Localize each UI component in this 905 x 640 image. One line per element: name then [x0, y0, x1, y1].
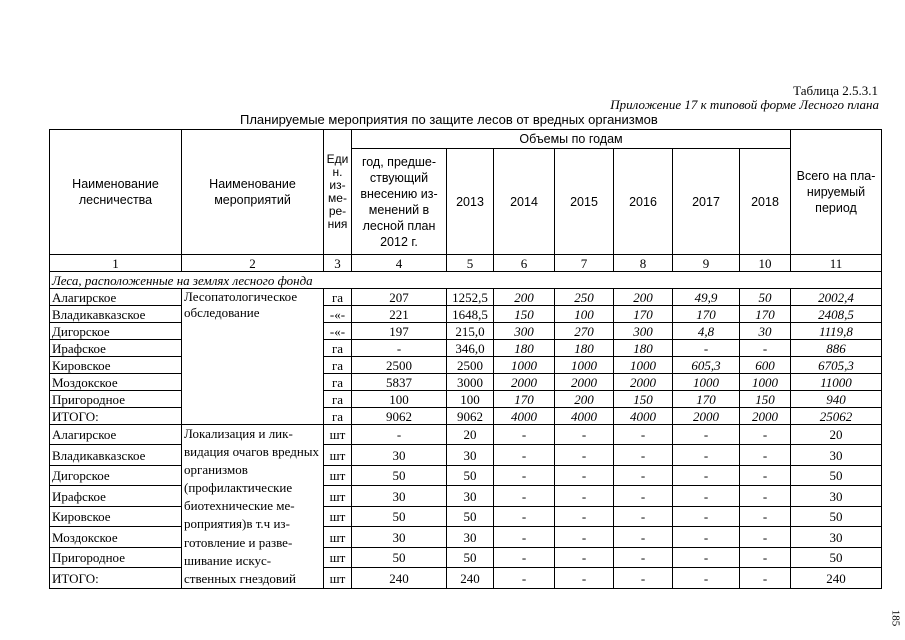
table-row — [50, 547, 882, 567]
value-2017: 49,9 — [673, 289, 740, 306]
value-2014: - — [494, 465, 555, 485]
value-2017: 2000 — [673, 408, 740, 425]
activity-name: Локализация и лик- видация очагов вредных организмов (профилактические биотехнические ме- роприятия)в т.ч из- готовление и разве- шивание искус- ственных гнездовий — [182, 425, 324, 589]
value-2014: - — [494, 547, 555, 567]
value-2015: 4000 — [555, 408, 614, 425]
prior-year-cell: 9062 — [352, 408, 447, 425]
value-2014: - — [494, 568, 555, 589]
value-2018: 30 — [740, 323, 791, 340]
table-row — [50, 323, 882, 340]
table-row — [50, 306, 882, 323]
unit-cell: шт — [324, 568, 352, 589]
value-2016: 2000 — [614, 374, 673, 391]
col-total: Всего на пла- нируемый период — [791, 130, 882, 255]
prior-year-cell: 240 — [352, 568, 447, 589]
col-2013: 2013 — [447, 149, 494, 255]
table-row — [50, 486, 882, 506]
value-2016: 180 — [614, 340, 673, 357]
value-2014: - — [494, 445, 555, 465]
value-2017: - — [673, 486, 740, 506]
value-2017: 1000 — [673, 374, 740, 391]
value-2013: 30 — [447, 445, 494, 465]
total-cell: 50 — [791, 547, 882, 567]
unit-cell: -«- — [324, 323, 352, 340]
value-2013: 240 — [447, 568, 494, 589]
activity-name: Лесопатологическое обследование — [182, 289, 324, 425]
table-number: Таблица 2.5.3.1 — [793, 83, 878, 98]
prior-year-cell: 207 — [352, 289, 447, 306]
value-2013: 50 — [447, 547, 494, 567]
value-2017: - — [673, 445, 740, 465]
value-2016: 300 — [614, 323, 673, 340]
value-2014: - — [494, 486, 555, 506]
prior-year-cell: - — [352, 425, 447, 445]
total-cell: 20 — [791, 425, 882, 445]
table-row — [50, 445, 882, 465]
value-2014: 180 — [494, 340, 555, 357]
value-2018: - — [740, 445, 791, 465]
prior-year-cell: 100 — [352, 391, 447, 408]
table-row — [50, 357, 882, 374]
unit-cell: шт — [324, 547, 352, 567]
value-2018: - — [740, 547, 791, 567]
value-2014: - — [494, 506, 555, 526]
value-2015: - — [555, 506, 614, 526]
total-cell: 240 — [791, 568, 882, 589]
value-2013: 346,0 — [447, 340, 494, 357]
value-2015: 2000 — [555, 374, 614, 391]
col-prior-year: год, предше- ствующий внесению из- менений в лесной план 2012 г. — [352, 149, 447, 255]
total-cell: 886 — [791, 340, 882, 357]
col-activity: Наименование мероприятий — [182, 130, 324, 255]
total-cell: 1119,8 — [791, 323, 882, 340]
value-2017: 4,8 — [673, 323, 740, 340]
value-2013: 30 — [447, 527, 494, 547]
value-2016: 200 — [614, 289, 673, 306]
total-cell: 30 — [791, 486, 882, 506]
value-2017: - — [673, 527, 740, 547]
value-2018: - — [740, 425, 791, 445]
column-number: 6 — [494, 255, 555, 272]
value-2013: 1648,5 — [447, 306, 494, 323]
value-2018: - — [740, 465, 791, 485]
value-2018: 2000 — [740, 408, 791, 425]
value-2018: 1000 — [740, 374, 791, 391]
total-cell: 11000 — [791, 374, 882, 391]
table-row — [50, 465, 882, 485]
value-2016: - — [614, 445, 673, 465]
value-2013: 50 — [447, 465, 494, 485]
column-number: 5 — [447, 255, 494, 272]
unit-cell: шт — [324, 465, 352, 485]
value-2016: - — [614, 425, 673, 445]
unit-cell: га — [324, 340, 352, 357]
value-2017: - — [673, 465, 740, 485]
value-2015: - — [555, 425, 614, 445]
prior-year-cell: 30 — [352, 445, 447, 465]
value-2016: - — [614, 506, 673, 526]
forestry-name: Ирафское — [50, 486, 182, 506]
value-2013: 1252,5 — [447, 289, 494, 306]
table-row — [50, 425, 882, 445]
table-row — [50, 374, 882, 391]
column-number: 3 — [324, 255, 352, 272]
group-inspection — [50, 289, 882, 425]
forestry-name: Алагирское — [50, 289, 182, 306]
value-2014: - — [494, 425, 555, 445]
value-2017: - — [673, 547, 740, 567]
value-2016: - — [614, 527, 673, 547]
value-2013: 50 — [447, 506, 494, 526]
total-cell: 6705,3 — [791, 357, 882, 374]
col-forestry: Наименование лесничества — [50, 130, 182, 255]
table-row — [50, 527, 882, 547]
col-unit: Еди н. из- ме- ре- ния — [324, 130, 352, 255]
table-row — [50, 289, 882, 306]
table-row — [50, 340, 882, 357]
col-volumes-by-year: Объемы по годам — [352, 130, 791, 149]
forestry-name: Пригородное — [50, 547, 182, 567]
value-2018: - — [740, 527, 791, 547]
value-2018: 50 — [740, 289, 791, 306]
prior-year-cell: 5837 — [352, 374, 447, 391]
value-2017: - — [673, 506, 740, 526]
value-2015: 270 — [555, 323, 614, 340]
value-2014: - — [494, 527, 555, 547]
section-title: Леса, расположенные на землях лесного фонда — [50, 272, 882, 289]
value-2013: 30 — [447, 486, 494, 506]
column-number-row — [50, 255, 882, 272]
unit-cell: шт — [324, 506, 352, 526]
column-number: 1 — [50, 255, 182, 272]
value-2015: - — [555, 465, 614, 485]
column-number: 9 — [673, 255, 740, 272]
value-2015: 100 — [555, 306, 614, 323]
prior-year-cell: - — [352, 340, 447, 357]
value-2014: 4000 — [494, 408, 555, 425]
prior-year-cell: 50 — [352, 506, 447, 526]
forestry-name: Дигорское — [50, 465, 182, 485]
value-2014: 2000 — [494, 374, 555, 391]
forestry-name: Алагирское — [50, 425, 182, 445]
total-cell: 2002,4 — [791, 289, 882, 306]
value-2015: - — [555, 547, 614, 567]
value-2017: 170 — [673, 391, 740, 408]
column-number: 2 — [182, 255, 324, 272]
value-2013: 9062 — [447, 408, 494, 425]
forestry-name: Дигорское — [50, 323, 182, 340]
forestry-name: Пригородное — [50, 391, 182, 408]
value-2018: - — [740, 506, 791, 526]
value-2015: 250 — [555, 289, 614, 306]
total-cell: 2408,5 — [791, 306, 882, 323]
unit-cell: га — [324, 374, 352, 391]
value-2013: 215,0 — [447, 323, 494, 340]
value-2014: 200 — [494, 289, 555, 306]
total-cell: 25062 — [791, 408, 882, 425]
unit-cell: -«- — [324, 306, 352, 323]
forestry-name: Моздокское — [50, 527, 182, 547]
column-number: 10 — [740, 255, 791, 272]
col-2016: 2016 — [614, 149, 673, 255]
column-number: 7 — [555, 255, 614, 272]
value-2014: 150 — [494, 306, 555, 323]
forestry-name: Моздокское — [50, 374, 182, 391]
col-2018: 2018 — [740, 149, 791, 255]
total-cell: 30 — [791, 527, 882, 547]
forestry-name: Владикавказское — [50, 445, 182, 465]
total-cell: 30 — [791, 445, 882, 465]
forestry-name: Кировское — [50, 506, 182, 526]
value-2018: - — [740, 568, 791, 589]
column-number: 8 — [614, 255, 673, 272]
value-2013: 20 — [447, 425, 494, 445]
column-number: 4 — [352, 255, 447, 272]
value-2018: 170 — [740, 306, 791, 323]
value-2015: - — [555, 527, 614, 547]
value-2016: 4000 — [614, 408, 673, 425]
prior-year-cell: 2500 — [352, 357, 447, 374]
forestry-name: ИТОГО: — [50, 408, 182, 425]
total-cell: 940 — [791, 391, 882, 408]
unit-cell: га — [324, 408, 352, 425]
value-2016: 150 — [614, 391, 673, 408]
table-row — [50, 568, 882, 589]
value-2017: - — [673, 425, 740, 445]
value-2016: - — [614, 465, 673, 485]
unit-cell: га — [324, 289, 352, 306]
table-row — [50, 506, 882, 526]
value-2018: 600 — [740, 357, 791, 374]
prior-year-cell: 30 — [352, 527, 447, 547]
unit-cell: га — [324, 357, 352, 374]
section-row — [50, 272, 882, 289]
activities-table — [49, 129, 882, 589]
value-2015: 200 — [555, 391, 614, 408]
value-2013: 3000 — [447, 374, 494, 391]
value-2013: 2500 — [447, 357, 494, 374]
total-cell: 50 — [791, 506, 882, 526]
value-2014: 300 — [494, 323, 555, 340]
appendix-note: Приложение 17 к типовой форме Лесного плана — [610, 97, 879, 112]
value-2018: - — [740, 340, 791, 357]
prior-year-cell: 30 — [352, 486, 447, 506]
column-number: 11 — [791, 255, 882, 272]
group-localization — [50, 425, 882, 589]
unit-cell: шт — [324, 486, 352, 506]
value-2014: 1000 — [494, 357, 555, 374]
forestry-name: ИТОГО: — [50, 568, 182, 589]
total-cell: 50 — [791, 465, 882, 485]
prior-year-cell: 50 — [352, 547, 447, 567]
table-title: Планируемые мероприятия по защите лесов от вредных организмов — [240, 112, 658, 127]
forestry-name: Владикавказское — [50, 306, 182, 323]
value-2017: 605,3 — [673, 357, 740, 374]
forestry-name: Ирафское — [50, 340, 182, 357]
value-2014: 170 — [494, 391, 555, 408]
value-2018: 150 — [740, 391, 791, 408]
value-2017: 170 — [673, 306, 740, 323]
value-2016: - — [614, 547, 673, 567]
value-2016: 170 — [614, 306, 673, 323]
value-2015: - — [555, 445, 614, 465]
value-2017: - — [673, 568, 740, 589]
value-2015: 1000 — [555, 357, 614, 374]
unit-cell: шт — [324, 445, 352, 465]
forestry-name: Кировское — [50, 357, 182, 374]
unit-cell: га — [324, 391, 352, 408]
value-2015: - — [555, 486, 614, 506]
prior-year-cell: 50 — [352, 465, 447, 485]
unit-cell: шт — [324, 527, 352, 547]
value-2016: 1000 — [614, 357, 673, 374]
col-2017: 2017 — [673, 149, 740, 255]
value-2016: - — [614, 486, 673, 506]
prior-year-cell: 197 — [352, 323, 447, 340]
value-2016: - — [614, 568, 673, 589]
value-2015: 180 — [555, 340, 614, 357]
col-2014: 2014 — [494, 149, 555, 255]
value-2013: 100 — [447, 391, 494, 408]
col-2015: 2015 — [555, 149, 614, 255]
page-number: 185 — [888, 609, 901, 627]
value-2017: - — [673, 340, 740, 357]
table-row — [50, 408, 882, 425]
prior-year-cell: 221 — [352, 306, 447, 323]
value-2018: - — [740, 486, 791, 506]
value-2015: - — [555, 568, 614, 589]
unit-cell: шт — [324, 425, 352, 445]
table-row — [50, 391, 882, 408]
